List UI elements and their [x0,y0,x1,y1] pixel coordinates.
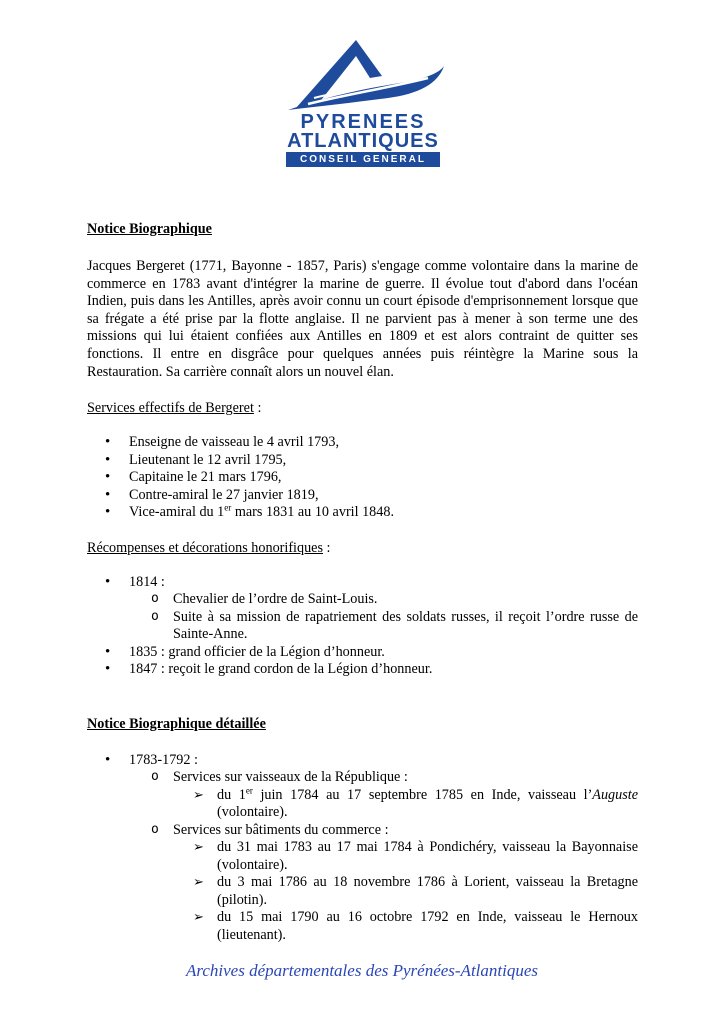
services-title-text: Services effectifs de Bergeret [87,400,254,417]
rewards-1814-sublist [129,591,638,644]
list-item: • 1847 : reçoit le grand cordon de la Légion d’honneur. [87,661,638,679]
rewards-1814-sub-1: o Suite à sa mission de rapatriement des soldats russes, il reçoit l’ordre russe de Sainte-Anne. [173,608,638,643]
rewards-title [87,539,638,557]
list-item [87,504,638,522]
list-item [129,822,638,945]
republic-sup: er [245,784,253,795]
pyrenees-atlantiques-logo [278,38,448,168]
logo-line-pyrenees: PYRENEES [300,111,426,133]
rewards-list [87,574,638,679]
services-title-suffix: : [253,400,262,417]
commerce-title: Services sur bâtiments du commerce : [173,821,389,838]
republic-ship: Auguste [592,786,639,803]
services-list [87,434,638,522]
list-item [129,769,638,822]
list-item [129,609,638,644]
list-item [87,752,638,945]
footer-archives: Archives départementales des Pyrénées-Atlantiques [185,961,538,980]
rewards-1814-sub-0: o Chevalier de l’ordre de Saint-Louis. [173,591,378,608]
list-item: ➢ du 3 mai 1786 au 18 novembre 1786 à Lorient, vaisseau la Bretagne (pilotin). [173,874,638,909]
list-item [173,784,639,822]
commerce-list [173,839,638,944]
list-item: ➢ du 15 mai 1790 au 16 octobre 1792 en Inde, vaisseau le Hernoux (lieutenant). [173,909,638,944]
detail-period: 1783-1792 : [129,751,198,768]
heading-notice: Notice Biographique [87,221,212,237]
logo-band-conseil-general: CONSEIL GENERAL [286,152,440,167]
republic-post: (volontaire). [217,804,288,821]
republic-list [173,784,639,822]
services-title [87,399,638,417]
detail-sublist [129,769,638,944]
list-item: ➢ du 31 mai 1783 au 17 mai 1784 à Pondichéry, vaisseau la Bayonnaise (volontaire). [173,839,638,874]
heading-notice-detaillee: Notice Biographique détaillée [87,715,266,732]
services-last-post: mars 1831 au 10 avril 1848. [231,504,395,521]
rewards-title-suffix: : [323,539,331,556]
services-last-pre: Vice-amiral du 1 [129,504,225,521]
list-item: • Enseigne de vaisseau le 4 avril 1793, [87,434,638,452]
list-item: • 1835 : grand officier de la Légion d’honneur. [87,644,638,662]
services-last-sup: er [224,502,232,513]
rewards-title-text: Récompenses et décorations honorifiques [87,539,323,556]
republic-mid: juin 1784 au 17 septembre 1785 en Inde, vaisseau l’ [252,786,593,803]
republic-title: Services sur vaisseaux de la République : [173,769,408,786]
detail-list [87,752,638,945]
list-item [129,591,638,609]
list-item: • Lieutenant le 12 avril 1795, [87,452,638,470]
document-body [87,220,638,944]
list-item: • Contre-amiral le 27 janvier 1819, [87,487,638,505]
republic-pre: du 1 [217,786,246,803]
intro-paragraph: Jacques Bergeret (1771, Bayonne - 1857, Paris) s'engage comme volontaire dans la marine de commerce en 1783 avant d'intégrer la marine de guerre. Il évolue tout d'abord dans l'océan Indien, puis dans les Antilles, après avoir connu un court épisode d'emprisonnement lorsque que sa frégate a été prise par la flotte anglaise. Il ne parvient pas à mener à son terme une des missions qui lui étaient confiées aux Antilles en 1809 et est alors contraint de quitter ses fonctions. Il entre en disgrâce pour quelques années puis réintègre la Marine sous la Restauration. Sa carrière connaît alors un nouvel élan. [87,258,638,380]
list-item: • Capitaine le 21 mars 1796, [87,469,638,487]
mountain-wave-icon [278,38,448,113]
list-item [87,574,638,644]
rewards-1814: 1814 : [129,573,165,590]
logo-line-atlantiques: ATLANTIQUES [287,130,439,152]
